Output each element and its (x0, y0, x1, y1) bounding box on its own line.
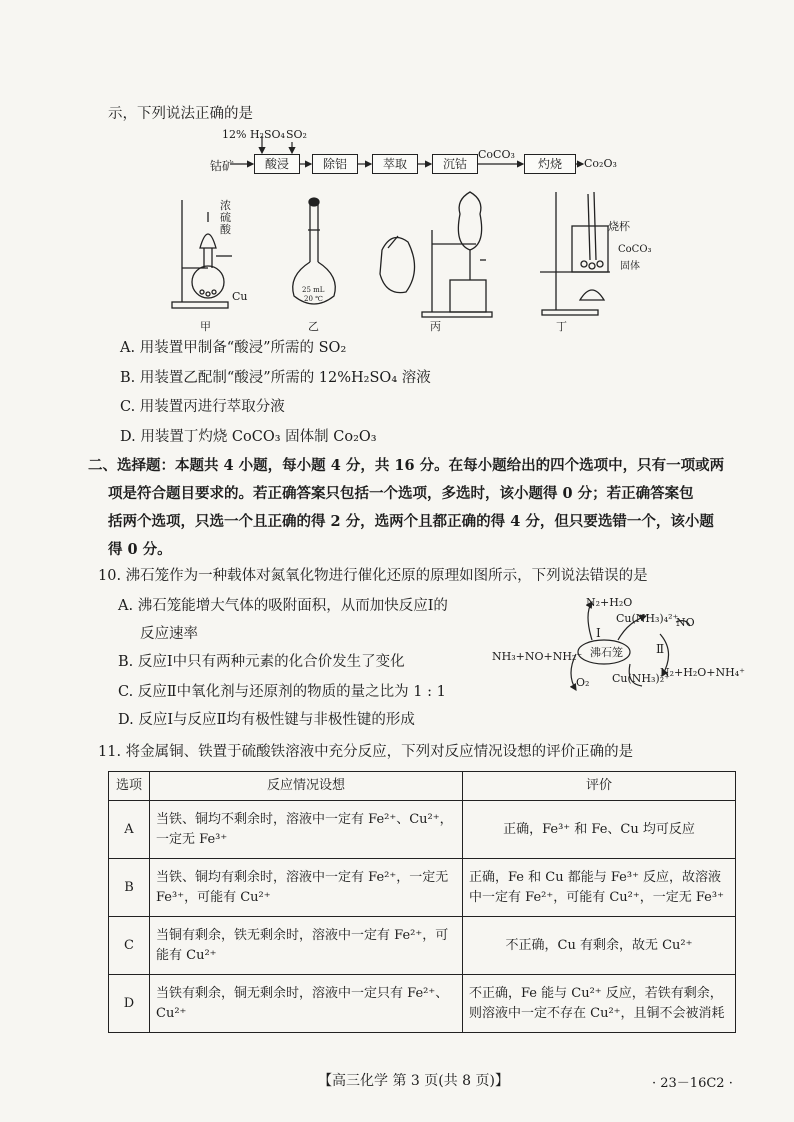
flow-step-2: 除铝 (312, 154, 358, 174)
cycle-no-label: NO (676, 616, 695, 629)
jia-acid-char-1: 浓 (220, 199, 231, 212)
q9-option-d: D. 用装置丁灼烧 CoCO₃ 固体制 Co₂O₃ (120, 429, 377, 445)
jia-acid-char-3: 酸 (220, 223, 231, 236)
cycle-roman-1: Ⅰ (596, 626, 601, 640)
table-row (109, 801, 736, 859)
q11-stem: 11. 将金属铜、铁置于硫酸铁溶液中充分反应，下列对反应情况设想的评价正确的是 (98, 744, 634, 760)
flow-arrows (195, 124, 595, 184)
row-c-evaluation: 不正确，Cu 有剩余，故无 Cu²⁺ (463, 917, 736, 975)
section2-line-2: 项是符合题目要求的。若正确答案只包括一个选项，多选时，该小题得 0 分；若正确答案包 (108, 485, 694, 502)
row-b-scenario: 当铁、铜均有剩余时，溶液中一定有 Fe²⁺，一定无 Fe³⁺，可能有 Cu²⁺ (150, 859, 463, 917)
row-c-label: C (109, 917, 150, 975)
row-a-evaluation: 正确，Fe³⁺ 和 Fe、Cu 均可反应 (463, 801, 736, 859)
flow-reagent-h2so4: 12% H₂SO₄ (222, 128, 285, 141)
cycle-top-product: N₂+H₂O (586, 596, 633, 609)
q9-option-b: B. 用装置乙配制“酸浸”所需的 12%H₂SO₄ 溶液 (120, 370, 431, 386)
row-d-scenario: 当铁有剩余，铜无剩余时，溶液中一定只有 Fe²⁺、Cu²⁺ (150, 975, 463, 1033)
q10-stem: 10. 沸石笼作为一种载体对氮氧化物进行催化还原的原理如图所示，下列说法错误的是 (98, 568, 648, 584)
row-b-evaluation: 正确，Fe 和 Cu 都能与 Fe³⁺ 反应，故溶液中一定有 Fe²⁺，可能有 Cu²⁺，一定无 Fe³⁺ (463, 859, 736, 917)
flow-step-1: 酸浸 (254, 154, 300, 174)
flow-step-4: 沉钴 (432, 154, 478, 174)
cycle-center-label: 沸石笼 (590, 646, 623, 659)
q9-option-a: A. 用装置甲制备“酸浸”所需的 SO₂ (120, 340, 347, 356)
flow-step-3: 萃取 (372, 154, 418, 174)
row-d-evaluation: 不正确，Fe 能与 Cu²⁺ 反应，若铁有剩余，则溶液中一定不存在 Cu²⁺，且铜不会被消耗 (463, 975, 736, 1033)
cycle-o2-label: O₂ (576, 676, 590, 689)
q10-option-a-line-2: 反应速率 (140, 626, 198, 642)
flow-product: Co₂O₃ (584, 157, 617, 170)
q9-option-c: C. 用装置丙进行萃取分液 (120, 399, 285, 415)
cycle-right-products: N₂+H₂O+NH₄⁺ (660, 666, 745, 679)
page-footer: 【高三化学 第 3 页(共 8 页)】 (318, 1073, 509, 1089)
exam-code: · 23－16C2 · (652, 1076, 733, 1091)
flow-start: 钴矿 (210, 159, 235, 173)
apparatus-label-ding: 丁 (556, 320, 567, 333)
row-b-label: B (109, 859, 150, 917)
q9-stem: 示，下列说法正确的是 (108, 106, 253, 122)
yi-flask-mark-2: 20 ℃ (304, 295, 323, 303)
q10-option-c: C. 反应Ⅱ中氧化剂与还原剂的物质的量之比为 1 : 1 (118, 684, 446, 700)
table-row (109, 917, 736, 975)
apparatus-label-jia: 甲 (200, 320, 211, 333)
header-scenario: 反应情况设想 (150, 772, 463, 801)
cycle-cu-complex-lower: Cu(NH₃)₂⁺ (612, 672, 670, 685)
table-row (109, 859, 736, 917)
q10-option-b: B. 反应Ⅰ中只有两种元素的化合价发生了变化 (118, 654, 405, 670)
table-row (109, 975, 736, 1033)
jia-cu-label: Cu (232, 290, 248, 303)
apparatus-label-yi: 乙 (308, 320, 319, 333)
row-d-label: D (109, 975, 150, 1033)
header-evaluation: 评价 (463, 772, 736, 801)
section2-line-1: 二、选择题：本题共 4 小题，每小题 4 分，共 16 分。在每小题给出的四个选项中，只有一项或两 (88, 457, 725, 474)
table-header-row (109, 772, 736, 801)
flow-coco3: CoCO₃ (478, 148, 515, 161)
header-option: 选项 (109, 772, 150, 801)
cycle-cu-complex-upper: Cu(NH₃)₄²⁺ (616, 612, 679, 625)
row-c-scenario: 当铜有剩余，铁无剩余时，溶液中一定有 Fe²⁺，可能有 Cu²⁺ (150, 917, 463, 975)
apparatus-label-bing: 丙 (430, 320, 441, 333)
q10-option-d: D. 反应Ⅰ与反应Ⅱ均有极性键与非极性键的形成 (118, 712, 415, 728)
row-a-label: A (109, 801, 150, 859)
q11-options-table (108, 771, 736, 1033)
cycle-roman-2: Ⅱ (656, 642, 665, 656)
apparatus-ding (540, 192, 610, 315)
jia-acid-char-2: 硫 (220, 211, 231, 224)
section2-line-3: 括两个选项，只选一个且正确的得 2 分，选两个且都正确的得 4 分，但只要选错一个，该小题 (108, 513, 714, 530)
apparatus-bing (380, 192, 492, 317)
flow-step-5: 灼烧 (524, 154, 576, 174)
yi-flask-mark-1: 25 mL (302, 286, 325, 294)
row-a-scenario: 当铁、铜均不剩余时，溶液中一定有 Fe²⁺、Cu²⁺，一定无 Fe³⁺ (150, 801, 463, 859)
section2-line-4: 得 0 分。 (108, 541, 172, 558)
ding-beaker-label: 烧杯 (608, 220, 630, 233)
ding-solid-label-1: CoCO₃ (618, 244, 652, 255)
flow-reagent-so2: SO₂ (286, 128, 307, 141)
jia-acid-label (220, 200, 232, 236)
cycle-left-reactants: NH₃+NO+NH₂⁻ (492, 650, 583, 663)
q10-option-a-line-1: A. 沸石笼能增大气体的吸附面积，从而加快反应Ⅰ的 (118, 598, 448, 614)
ding-solid-label-2: 固体 (620, 261, 640, 272)
